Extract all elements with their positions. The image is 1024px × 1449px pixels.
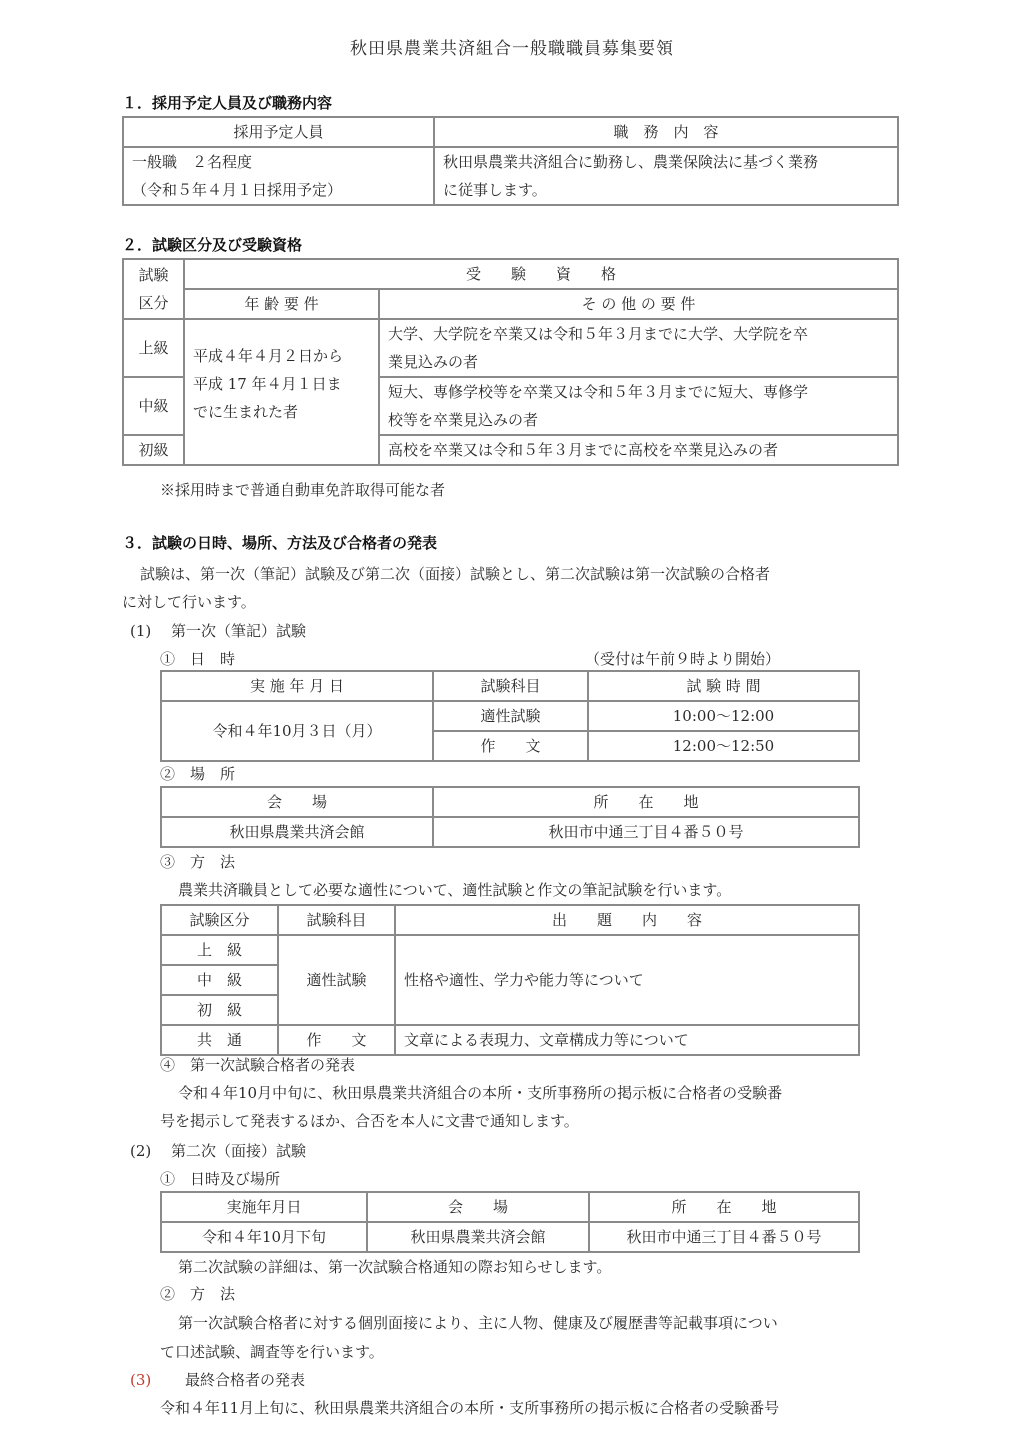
header-kubun xyxy=(123,259,184,319)
subsection-3-number xyxy=(130,1366,151,1394)
table-row xyxy=(161,701,859,731)
qualification-table xyxy=(122,258,899,466)
subsection-3-label: 最終合格者の発表 xyxy=(185,1371,306,1389)
level-cell: 初級 xyxy=(123,435,184,465)
duty-line: 秋田県農業共済組合に勤務し、農業保険法に基づく業務 xyxy=(443,153,819,171)
time-cell: 10:00～12:00 xyxy=(588,701,859,731)
interview-note: 第二次試験の詳細は、第一次試験合格通知の際お知らせします。 xyxy=(178,1258,612,1276)
document-title: 秋田県農業共済組合一般職職員募集要領 xyxy=(350,39,674,59)
date-cell: 令和４年10月下旬 xyxy=(161,1222,367,1252)
count-line: 一般職 ２名程度 xyxy=(132,153,253,171)
age-line: 平成４年４月２日から xyxy=(193,347,344,365)
header-address: 所 在 地 xyxy=(589,1192,859,1222)
final-announce-line: 令和４年11月上旬に、秋田県農業共済組合の本所・支所事務所の掲示板に合格者の受験番号 xyxy=(160,1399,780,1417)
subject-cell: 適性試験 xyxy=(433,701,588,731)
announce-line: 号を掲示して発表するほか、合否を本人に文書で通知します。 xyxy=(160,1112,579,1130)
level-cell: 上 級 xyxy=(161,935,278,965)
header-date: 実 施 年 月 日 xyxy=(161,671,433,701)
interview-table xyxy=(160,1191,860,1253)
date-line: （令和５年４月１日採用予定） xyxy=(132,181,343,199)
header-time: 試 験 時 間 xyxy=(588,671,859,701)
other-line: 校等を卒業見込みの者 xyxy=(388,411,539,429)
age-cell xyxy=(184,319,379,465)
age-line: 平成 17 年４月１日ま xyxy=(193,375,342,393)
essay-content-cell: 文章による表現力、文章構成力等について xyxy=(395,1025,859,1055)
header-text: 区分 xyxy=(138,294,169,312)
level-cell: 上級 xyxy=(123,319,184,377)
interview-method-line: 第一次試験合格者に対する個別面接により、主に人物、健康及び履歴書等記載事項につい xyxy=(178,1314,778,1332)
announce-label: ④ 第一次試験合格者の発表 xyxy=(160,1056,356,1074)
section-3-heading: ３．試験の日時、場所、方法及び合格者の発表 xyxy=(122,534,438,552)
recruitment-table xyxy=(122,116,899,206)
header-shikaku: 受 験 資 格 xyxy=(184,259,898,289)
license-note: ※採用時まで普通自動車免許取得可能な者 xyxy=(160,481,446,499)
header-text: 試験 xyxy=(138,266,169,284)
content-table xyxy=(160,904,860,1056)
table-row xyxy=(161,817,859,847)
level-cell: 中 級 xyxy=(161,965,278,995)
method-text: 農業共済職員として必要な適性について、適性試験と作文の筆記試験を行います。 xyxy=(178,881,732,899)
subsection-1-label: (1) 第一次（筆記）試験 xyxy=(130,622,307,640)
level-cell: 初 級 xyxy=(161,995,278,1025)
date-cell: 令和４年10月３日（月） xyxy=(161,701,433,761)
table-row xyxy=(123,319,898,377)
table-row xyxy=(161,935,859,965)
other-cell xyxy=(379,319,898,377)
table-header-row xyxy=(123,117,898,147)
header-venue: 会 場 xyxy=(367,1192,589,1222)
header-address: 所 在 地 xyxy=(433,787,859,817)
header-content: 出 題 内 容 xyxy=(395,905,859,935)
aptitude-cell: 適性試験 xyxy=(278,935,395,1025)
other-cell: 高校を卒業又は令和５年３月までに高校を卒業見込みの者 xyxy=(379,435,898,465)
section-1-heading: １．採用予定人員及び職務内容 xyxy=(122,94,333,112)
essay-cell: 作 文 xyxy=(278,1025,395,1055)
reception-note: （受付は午前９時より開始） xyxy=(585,650,781,668)
address-cell: 秋田市中通三丁目４番５０号 xyxy=(589,1222,859,1252)
header-cell: 採用予定人員 xyxy=(123,117,434,147)
schedule-table xyxy=(160,670,860,762)
subject-cell: 作 文 xyxy=(433,731,588,761)
duty-line: に従事します。 xyxy=(443,181,547,199)
header-subject: 試験科目 xyxy=(433,671,588,701)
intro-line: に対して行います。 xyxy=(122,593,256,611)
address-cell: 秋田市中通三丁目４番５０号 xyxy=(433,817,859,847)
header-other: そ の 他 の 要 件 xyxy=(379,289,898,319)
other-line: 大学、大学院を卒業又は令和５年３月までに大学、大学院を卒 xyxy=(388,325,809,343)
other-line: 短大、専修学校等を卒業又は令和５年３月までに短大、専修学 xyxy=(388,383,809,401)
place-label: ② 場 所 xyxy=(160,765,236,783)
common-cell: 共 通 xyxy=(161,1025,278,1055)
announce-line: 令和４年10月中旬に、秋田県農業共済組合の本所・支所事務所の掲示板に合格者の受験番 xyxy=(178,1084,783,1102)
method-label: ③ 方 法 xyxy=(160,853,236,871)
cell-duty xyxy=(434,147,898,205)
age-line: でに生まれた者 xyxy=(193,403,299,421)
header-kubun: 試験区分 xyxy=(161,905,278,935)
interview-method-label: ② 方 法 xyxy=(160,1285,236,1303)
other-cell xyxy=(379,377,898,435)
header-age: 年 齢 要 件 xyxy=(184,289,379,319)
header-subject: 試験科目 xyxy=(278,905,395,935)
venue-cell: 秋田県農業共済会館 xyxy=(367,1222,589,1252)
table-row xyxy=(123,147,898,205)
header-cell: 職 務 内 容 xyxy=(434,117,898,147)
aptitude-content-cell: 性格や適性、学力や能力等について xyxy=(395,935,859,1025)
level-cell: 中級 xyxy=(123,377,184,435)
intro-line: 試験は、第一次（筆記）試験及び第二次（面接）試験とし、第二次試験は第一次試験の合格者 xyxy=(140,565,771,583)
time-cell: 12:00～12:50 xyxy=(588,731,859,761)
header-venue: 会 場 xyxy=(161,787,433,817)
datetime-place-label: ① 日時及び場所 xyxy=(160,1170,281,1188)
venue-cell: 秋田県農業共済会館 xyxy=(161,817,433,847)
table-row xyxy=(161,1222,859,1252)
subsection-2-label: (2) 第二次（面接）試験 xyxy=(130,1142,307,1160)
subsection-3-num: (3) xyxy=(130,1371,152,1389)
other-line: 業見込みの者 xyxy=(388,353,479,371)
cell-count xyxy=(123,147,434,205)
section-2-heading: ２．試験区分及び受験資格 xyxy=(122,236,303,254)
venue-table xyxy=(160,786,860,848)
interview-method-line: て口述試験、調査等を行います。 xyxy=(160,1343,384,1361)
datetime-label: ① 日 時 xyxy=(160,650,236,668)
header-date: 実施年月日 xyxy=(161,1192,367,1222)
